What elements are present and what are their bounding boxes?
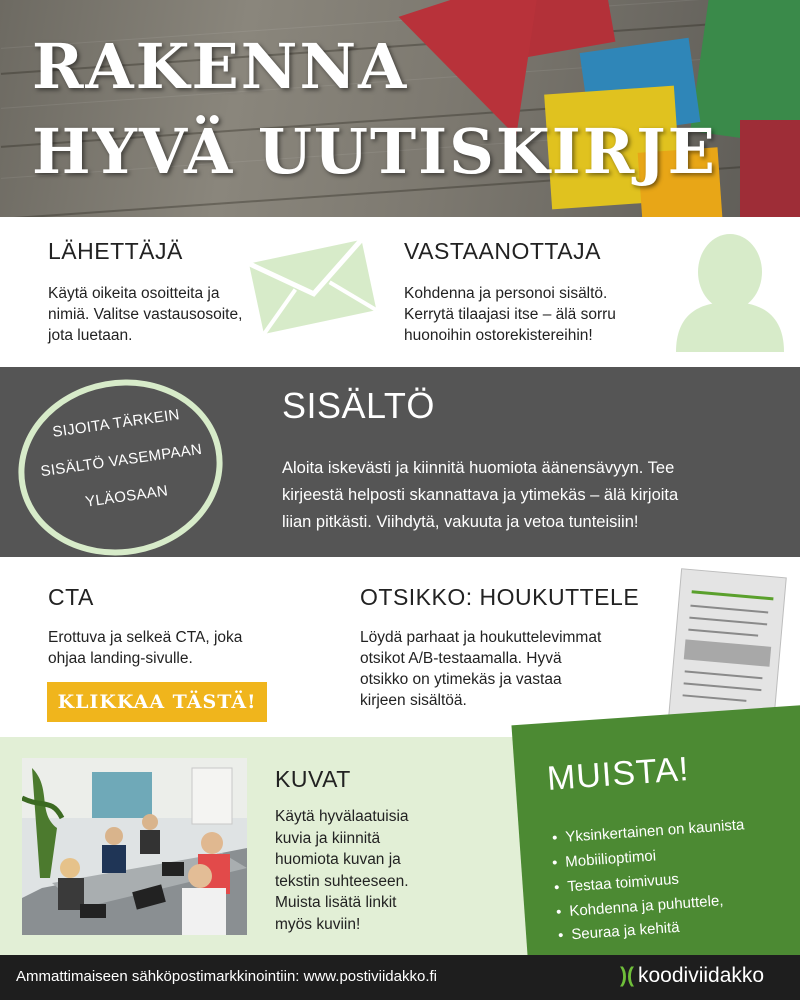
cta-heading: CTA [48,584,94,610]
page-title-line2: HYVÄ UUTISKIRJE [32,115,717,188]
koodiviidakko-logo [620,964,764,988]
tip-line: SIJOITA TÄRKEIN [51,406,181,441]
document-icon [665,565,790,730]
remember-item: • Mobiilioptimoi [552,847,657,871]
recipient-heading: VASTAANOTTAJA [404,238,601,264]
content-heading: SISÄLTÖ [282,385,435,426]
footer-link-text[interactable]: Ammattimaiseen sähköpostimarkkinointiin: www.postiviidakko.fi [16,968,437,985]
header-banner [0,0,800,217]
content-text: Aloita iskevästi ja kiinnitä huomiota äänensävyyn. Tee kirjeestä helposti skannattava ja ytimekäs – älä kirjoita liian pitkästi. Viihdytä, vakuuta ja vetoa tunteisiin! [282,459,679,531]
logo-text: koodiviidakko [638,964,765,987]
office-meeting-photo [22,758,247,935]
page-title-line1: RAKENNA [32,30,409,103]
koodiviidakko-logo-icon: )( [620,964,634,987]
images-heading: KUVAT [275,766,351,792]
remember-item: • Seuraa ja kehitä [558,919,681,944]
envelope-icon [245,236,380,336]
sender-text: Käytä oikeita osoitteita ja nimiä. Valitse vastausosoite, jota luetaan. [48,285,243,344]
subject-text: Löydä parhaat ja houkuttelevimmat otsikot A/B-testaamalla. Hyvä otsikko on ytimekäs ja vastaa kirjeen sisältöä. [360,629,602,709]
recipient-text: Kohdenna ja personoi sisältö. Kerrytä tilaajasi itse – älä sorru huonoihin ostorekistereihin! [404,285,616,344]
remember-item: • Yksinkertainen on kaunista [552,816,745,846]
subject-heading: OTSIKKO: HOUKUTTELE [360,584,640,610]
remember-item: • Kohdenna ja puhuttele, [556,892,724,921]
sender-heading: LÄHETTÄJÄ [48,238,183,264]
toy-block [740,120,800,217]
remember-heading: MUISTA! [545,750,691,798]
tip-line: YLÄOSAAN [84,482,170,511]
cta-example-button[interactable]: KLIKKAA TÄSTÄ! [47,682,267,722]
cta-text: Erottuva ja selkeä CTA, joka ohjaa landing-sivulle. [48,629,243,667]
person-icon [670,230,790,355]
tip-line: SISÄLTÖ VASEMPAAN [39,440,204,481]
images-text: Käytä hyvälaatuisia kuvia ja kiinnitä huomiota kuvan ja tekstin suhteeseen. Muista lisätä linkit myös kuviin! [275,808,409,933]
remember-item: • Testaa toimivuus [554,871,680,897]
